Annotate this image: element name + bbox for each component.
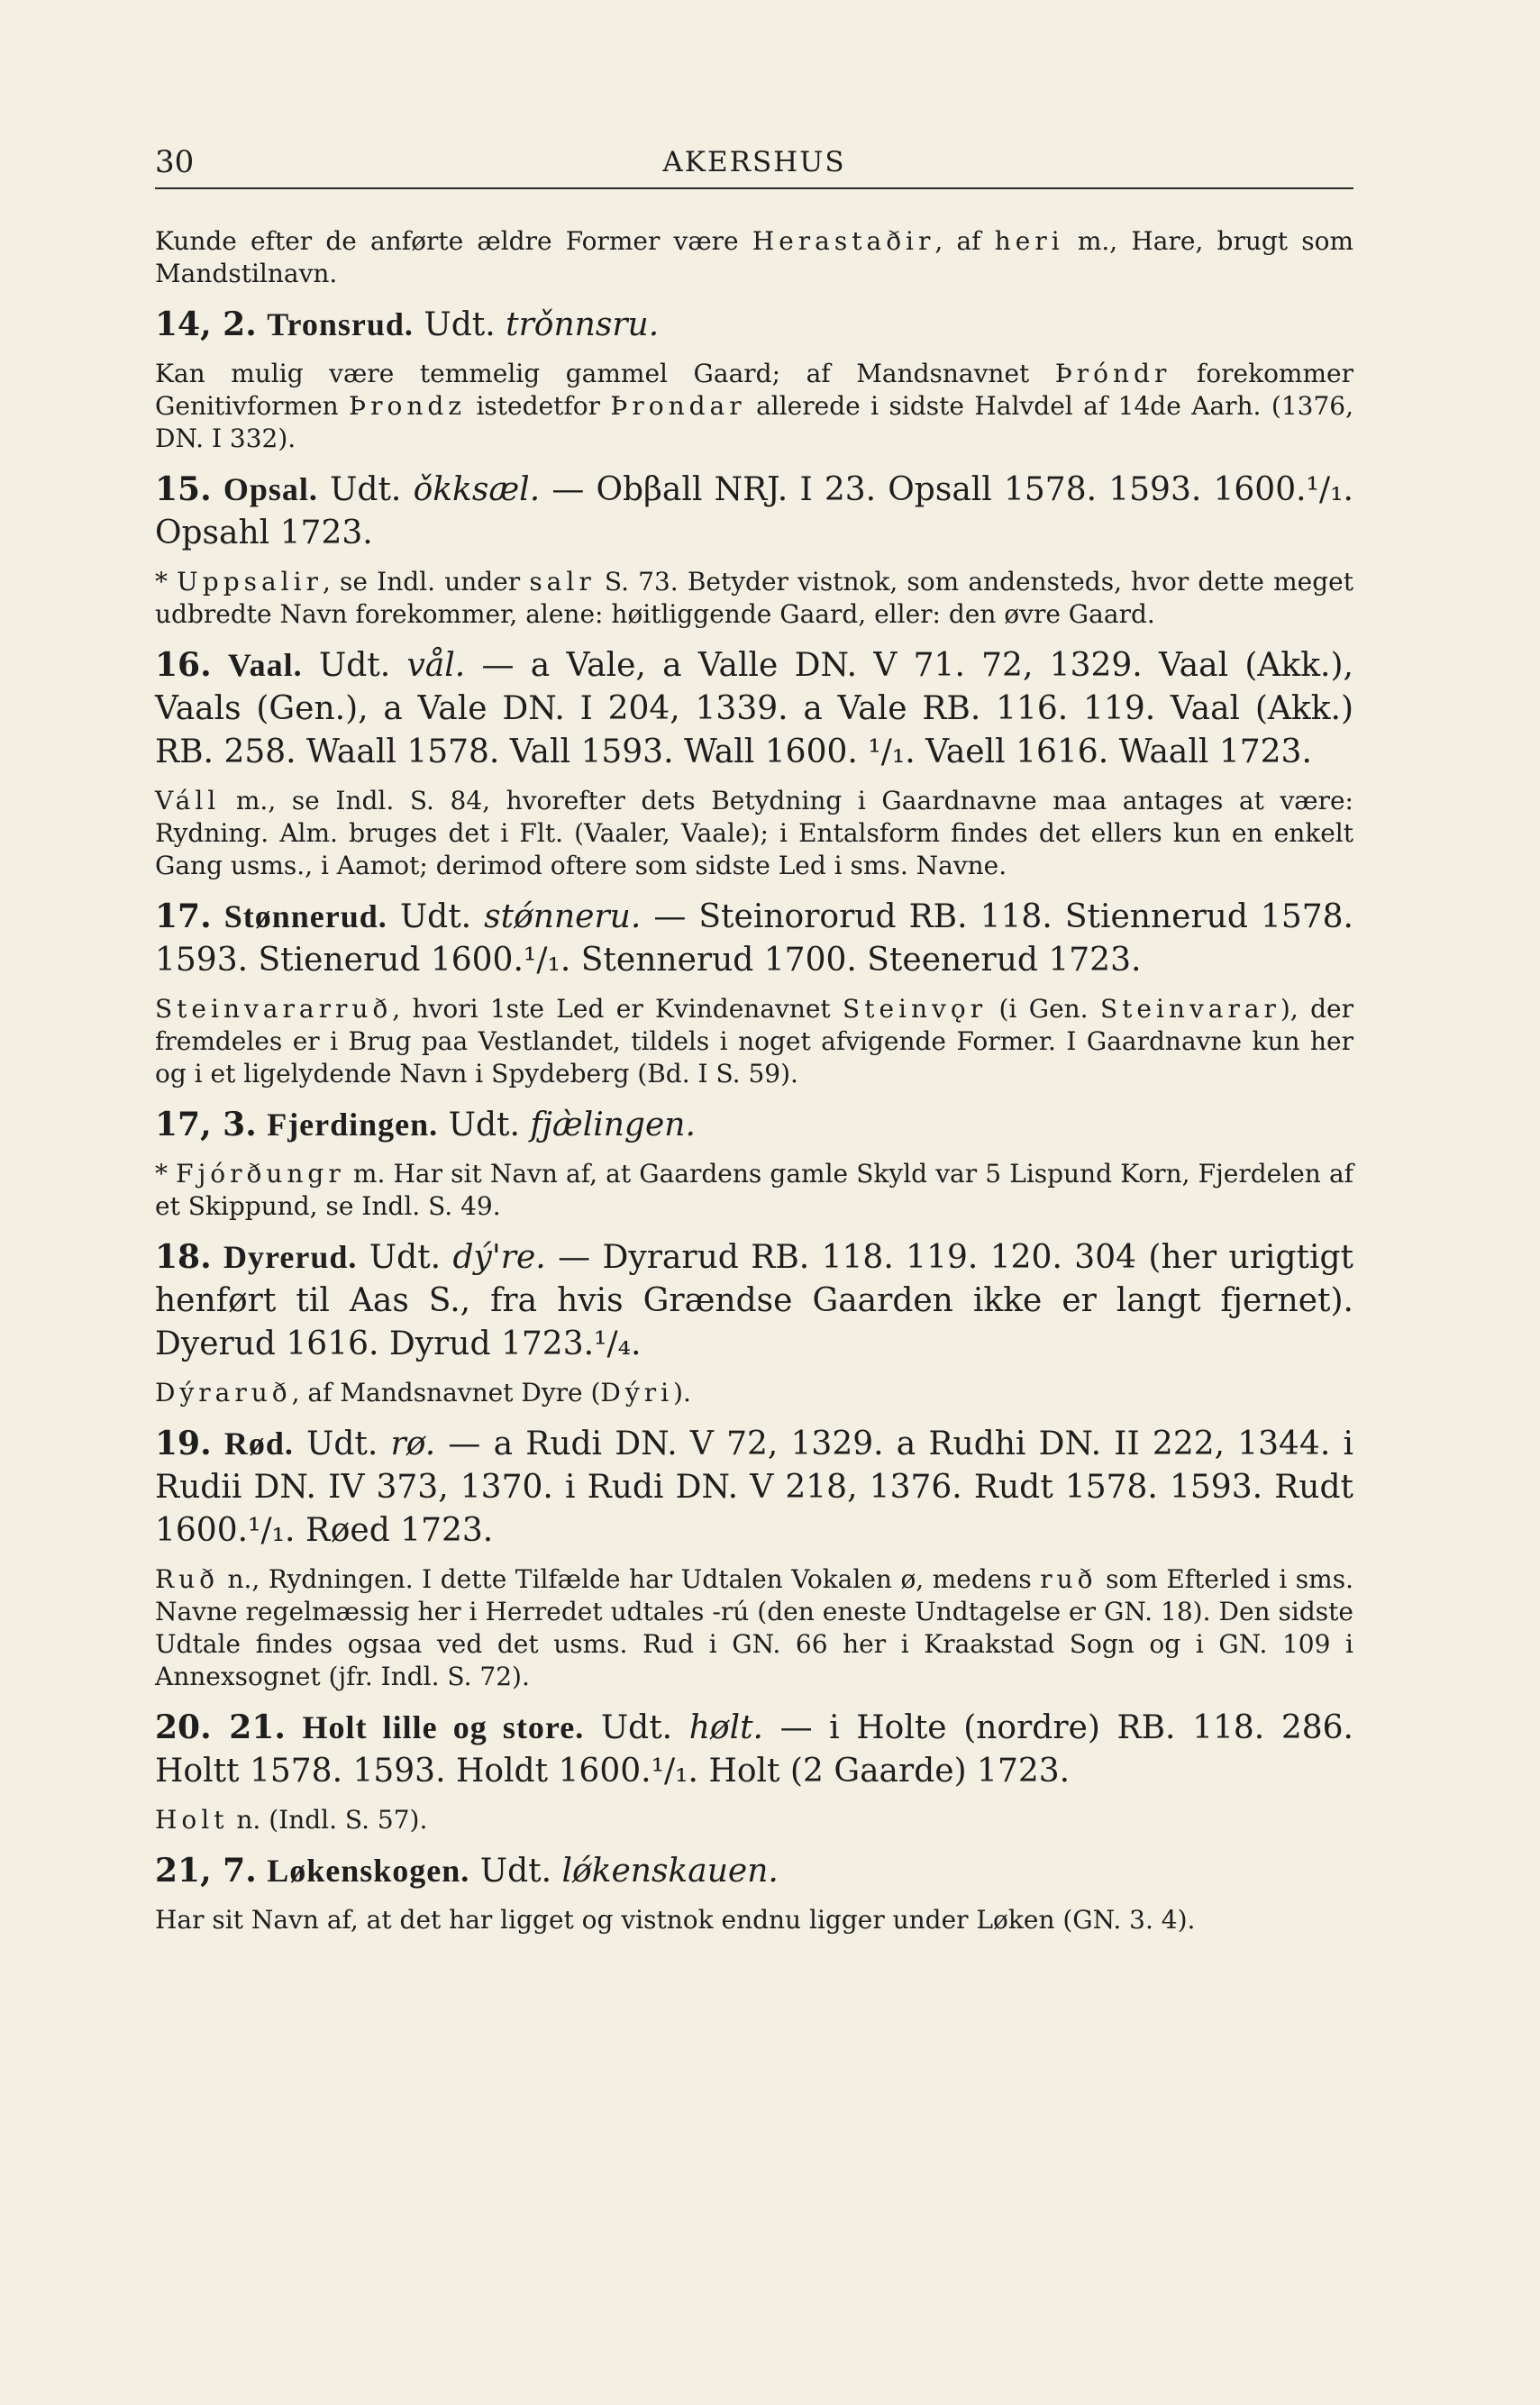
text-run: Har sit Navn af, at det har ligget og vistnok endnu ligger under Løken (GN. 3. 4). (155, 1905, 1196, 1935)
text-run: — a Vale, a Valle DN. V 71. 72, 1329. Vaal (Akk.), Vaals (Gen.), a Vale DN. I 204, 1339. a Vale RB. 116. 119. Vaal (Akk.) RB. 258. Waall 1578. Vall 1593. Wall 1600. ¹/₁. Vaell 1616. Waall 1723. (155, 647, 1353, 770)
text-run: * (155, 567, 178, 597)
entry-number: 20. 21. (155, 1708, 286, 1746)
text-run (257, 1853, 267, 1890)
farm-name: Løkenskogen. (267, 1853, 470, 1889)
text-run: S. 73. Betyder vistnok, som andensteds, hvor dette meget udbredte Navn forekommer, alene: høitliggende Gaard, eller: den øvre Gaard. (155, 567, 1353, 629)
text-run: allerede i sidste Halvdel af 14de Aarh. (1376, DN. I 332). (155, 391, 1353, 453)
text-run: Udt. (302, 647, 407, 684)
farm-name: Fjerdingen. (267, 1107, 439, 1143)
spaced-term: Uppsalir (177, 567, 323, 597)
text-run: n., Rydningen. I dette Tilfælde har Udtalen Vokalen ø, medens (218, 1564, 1041, 1594)
spaced-term: Þrondz (349, 391, 467, 421)
text-run: Kunde efter de anførte ældre Former være (155, 226, 752, 256)
entry-number: 16. (155, 646, 212, 684)
text-run: ). (673, 1378, 691, 1407)
text-run (212, 1426, 224, 1462)
farm-entry (155, 1706, 1353, 1793)
pronunciation: rø. (390, 1426, 436, 1462)
entry-note (155, 785, 1353, 882)
farm-name: Opsal. (223, 471, 318, 507)
spaced-term: Váll (155, 786, 221, 815)
entry-number: 17, 3. (155, 1106, 257, 1143)
intro-paragraph (155, 225, 1353, 290)
spaced-term: Fjórðungr (176, 1159, 345, 1189)
entry-number: 15. (155, 470, 212, 508)
entry-note (155, 1377, 1353, 1409)
running-header (155, 133, 1353, 189)
spaced-term: Steinvararruð (155, 994, 393, 1024)
entries-list (155, 303, 1353, 1936)
entry-note (155, 358, 1353, 455)
spaced-term: ruð (1040, 1564, 1098, 1594)
text-run: m. Har sit Navn af, at Gaardens gamle Skyld var 5 Lispund Korn, Fjerdelen af et Skippund, se Indl. S. 49. (155, 1159, 1353, 1221)
text-run: , se Indl. under (322, 567, 530, 597)
entry-note (155, 993, 1353, 1090)
text-run: som Efterled i sms. Navne regelmæssig her i Herredet udtales -rú (den eneste Undtagelse er GN. 18). Den sidste Udtale findes ogsaa ved det usms. Rud i GN. 66 her i Kraakstad Sogn og i GN. 109 i Annexsognet (jfr. Indl. S. 72). (155, 1564, 1353, 1691)
text-run: Udt. (413, 306, 506, 343)
text-run: forekommer Genitivformen (155, 359, 1353, 421)
text-run: Udt. (438, 1107, 531, 1143)
spaced-term: Dýri (600, 1378, 674, 1407)
farm-entry (155, 468, 1353, 555)
farm-name: Stønnerud. (223, 898, 387, 934)
spaced-term: Steinvǫr (843, 994, 988, 1024)
farm-entry (155, 303, 1353, 347)
pronunciation: stǿnneru. (484, 898, 642, 935)
text-run: Kan mulig være temmelig gammel Gaard; af Mandsnavnet (155, 359, 1055, 388)
text-run: — a Rudi DN. V 72, 1329. a Rudhi DN. II 222, 1344. i Rudii DN. IV 373, 1370. i Rudi DN. V 218, 1376. Rudt 1578. 1593. Rudt 1600.¹/₁. Røed 1723. (155, 1426, 1353, 1549)
spaced-term: Þrondar (610, 391, 746, 421)
page-number: 30 (155, 144, 195, 180)
text-run (257, 306, 267, 343)
pronunciation: vål. (406, 647, 466, 684)
text-run: — i Holte (nordre) RB. 118. 286. Holtt 1578. 1593. Holdt 1600.¹/₁. Holt (2 Gaarde) 1723. (155, 1709, 1353, 1790)
text-run: ), der fremdeles er i Brug paa Vestlandet, tildels i noget afvigende Former. I Gaardnavne kun her og i et ligelydende Navn i Spydeberg (Bd. I S. 59). (155, 994, 1353, 1089)
text-run: Udt. (469, 1853, 562, 1890)
spaced-term: Dýraruð (155, 1378, 292, 1407)
farm-entry (155, 1103, 1353, 1147)
text-run: m., Hare, brugt som Mandstilnavn. (155, 226, 1354, 288)
farm-entry (155, 643, 1353, 774)
entry-number: 18. (155, 1238, 212, 1276)
farm-name: Vaal. (227, 647, 303, 683)
text-run: Udt. (357, 1239, 453, 1276)
text-run: Udt. (293, 1426, 391, 1462)
farm-entry (155, 895, 1353, 982)
page-title: AKERSHUS (662, 146, 846, 178)
pronunciation: dý're. (452, 1239, 546, 1276)
text-run: Udt. (584, 1709, 689, 1746)
spaced-term: Herastaðir (752, 226, 935, 256)
spaced-term: Holt (155, 1805, 229, 1835)
text-run (257, 1107, 267, 1143)
text-run: m., se Indl. S. 84, hvorefter dets Betydning i Gaardnavne maa antages at være: Rydning. Alm. bruges det i Flt. (Vaaler, Vaale); i Entalsform findes det ellers kun en enkelt Gang usms., i Aamot; derimod oftere som sidste Led i sms. Navne. (155, 786, 1353, 880)
spaced-term: salr (529, 567, 596, 597)
spaced-term: heri (994, 226, 1064, 256)
pronunciation: ǒkksæl. (413, 471, 541, 508)
text-run: — Dyrarud RB. 118. 119. 120. 304 (her urigtigt henført til Aas S., fra hvis Grændse Gaarden ikke er langt fjernet). Dyerud 1616. Dyrud 1723.¹/₄. (155, 1239, 1353, 1362)
entry-number: 17. (155, 897, 212, 935)
spaced-term: Þróndr (1054, 359, 1171, 388)
farm-entry (155, 1235, 1353, 1366)
text-run: , af (934, 226, 995, 256)
text-run (212, 898, 224, 935)
text-run: n. (Indl. S. 57). (228, 1805, 428, 1835)
entry-number: 21, 7. (155, 1852, 257, 1890)
text-run: — Obβall NRJ. I 23. Opsall 1578. 1593. 1600.¹/₁. Opsahl 1723. (155, 471, 1353, 551)
text-run: , hvori 1ste Led er Kvindenavnet (392, 994, 843, 1024)
entry-note (155, 566, 1353, 631)
farm-name: Tronsrud. (267, 306, 414, 342)
text-run: istedetfor (466, 391, 611, 421)
pronunciation: hølt. (688, 1709, 763, 1746)
text-run (212, 647, 228, 684)
text-run: * (155, 1159, 177, 1189)
page-body (155, 225, 1353, 1949)
spaced-term: Ruð (155, 1564, 219, 1594)
entry-note (155, 1563, 1353, 1693)
text-run: , af Mandsnavnet Dyre ( (291, 1378, 601, 1407)
text-run (212, 1239, 223, 1276)
text-run: (i Gen. (987, 994, 1100, 1024)
text-run: — Steinororud RB. 118. Stiennerud 1578. 1593. Stienerud 1600.¹/₁. Stennerud 1700. Steenerud 1723. (155, 898, 1353, 979)
text-run: Udt. (387, 898, 485, 935)
entry-number: 14, 2. (155, 305, 257, 343)
text-run (212, 471, 223, 508)
farm-entry (155, 1422, 1353, 1553)
entry-number: 19. (155, 1425, 212, 1462)
farm-entry (155, 1849, 1353, 1893)
entry-note (155, 1904, 1353, 1936)
pronunciation: lǿkenskauen. (561, 1853, 779, 1890)
text-run: Udt. (317, 471, 414, 508)
farm-name: Holt lille og store. (302, 1709, 585, 1745)
farm-name: Dyrerud. (223, 1239, 358, 1275)
pronunciation: fjæ̀lingen. (530, 1107, 696, 1143)
farm-name: Rød. (223, 1426, 294, 1462)
entry-note (155, 1158, 1353, 1223)
entry-note (155, 1804, 1353, 1836)
pronunciation: trǒnnsru. (506, 306, 660, 343)
text-run (286, 1709, 303, 1746)
spaced-term: Steinvarar (1099, 994, 1280, 1024)
